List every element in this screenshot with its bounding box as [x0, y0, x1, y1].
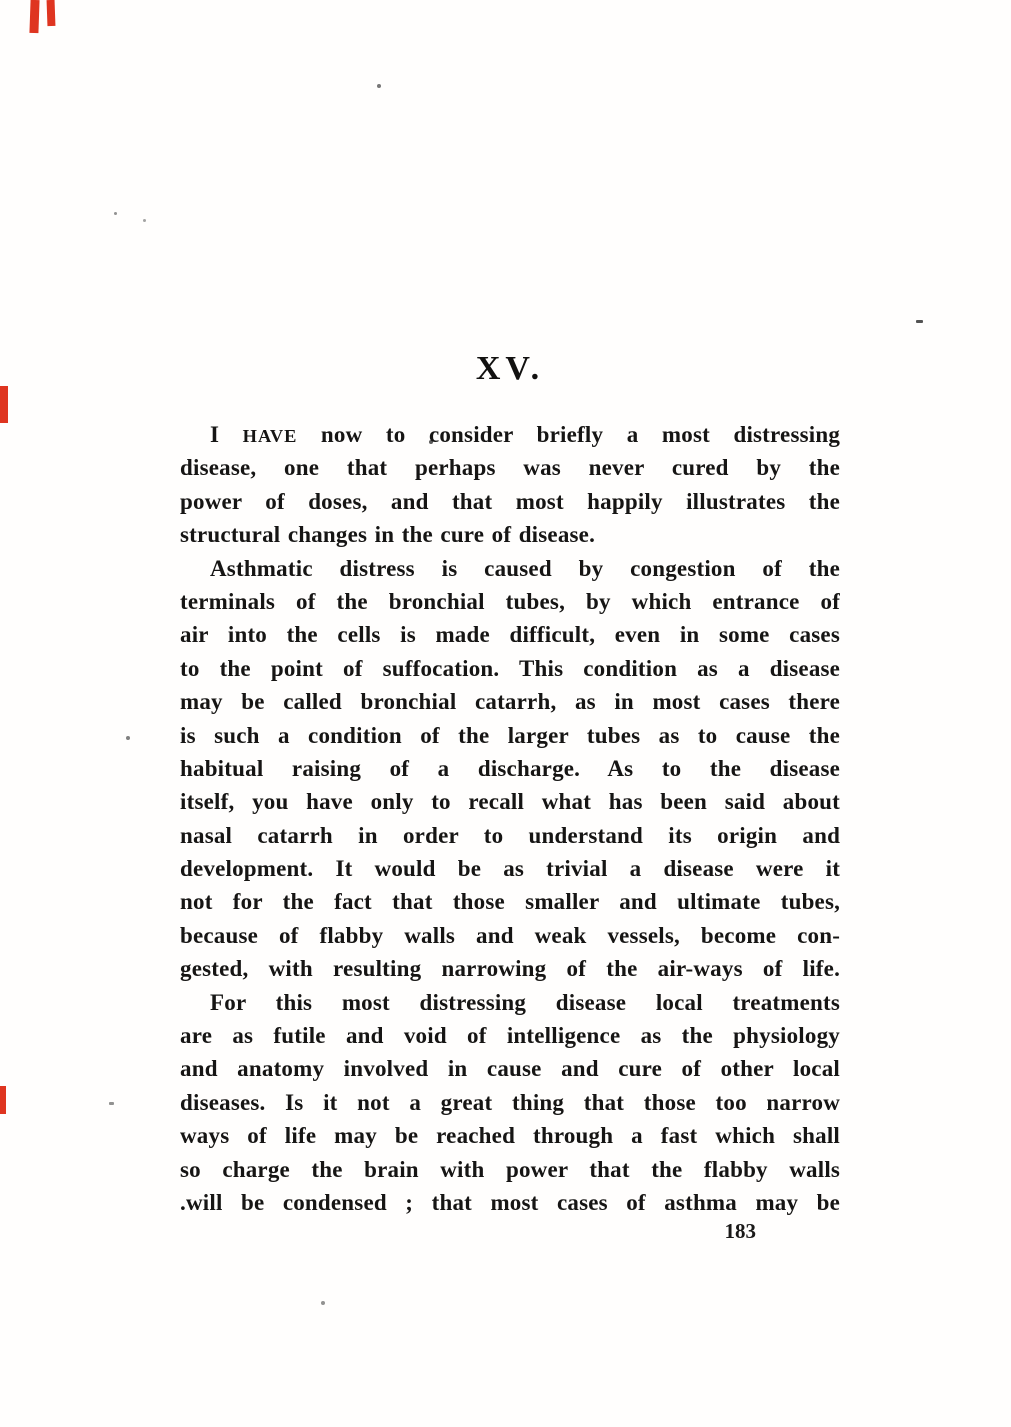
- text-line: ways of life may be reached through a fast which shall: [180, 1123, 840, 1149]
- text-line: Asthmatic distress is caused by congestion of the: [210, 555, 840, 581]
- text-line: may be called bronchial catarrh, as in most cases there: [180, 689, 840, 715]
- paragraph: [180, 418, 840, 552]
- text-line: because of flabby walls and weak vessels, become con-: [180, 922, 840, 948]
- text-line: disease, one that perhaps was never cured by the: [180, 455, 840, 481]
- small-caps-word: HAVE: [242, 426, 298, 446]
- page-number: 183: [724, 1219, 756, 1243]
- text-line: and anatomy involved in cause and cure of other local: [180, 1056, 840, 1082]
- text-line: diseases. Is it not a great thing that those too narrow: [180, 1089, 840, 1115]
- text-line: itself, you have only to recall what has been said about: [180, 789, 840, 815]
- text-line: so charge the brain with power that the flabby walls: [180, 1156, 840, 1182]
- red-edge-mark: [0, 386, 8, 423]
- text-line: power of doses, and that most happily illustrates the: [180, 488, 840, 514]
- scan-speck: [916, 320, 923, 323]
- text-line: are as futile and void of intelligence as the physiology: [180, 1023, 840, 1049]
- scan-speck: [109, 1102, 114, 1105]
- text-line: nasal catarrh in order to understand its origin and: [180, 822, 840, 848]
- text-line: not for the fact that those smaller and ultimate tubes,: [180, 889, 840, 915]
- red-edge-mark: [29, 0, 39, 33]
- chapter-heading: XV.: [475, 350, 545, 387]
- text-line: is such a condition of the larger tubes as to cause the: [180, 722, 840, 748]
- text-column: [180, 350, 840, 1219]
- text-line: air into the cells is made difficult, even in some cases: [180, 622, 840, 648]
- text-line: terminals of the bronchial tubes, by which entrance of: [180, 588, 840, 614]
- scan-speck: [143, 219, 146, 222]
- text-line: structural changes in the cure of disease.: [180, 522, 596, 548]
- scan-speck: [114, 212, 117, 215]
- scan-speck: [377, 84, 381, 88]
- paragraph: [180, 986, 840, 1220]
- red-edge-mark: [47, 0, 56, 26]
- red-edge-mark: [0, 1086, 6, 1114]
- text-line: .will be condensed ; that most cases of asthma may be: [180, 1189, 840, 1215]
- text-line: I HAVE now to consider briefly a most distressing: [210, 422, 840, 447]
- text-line: to the point of suffocation. This condition as a disease: [180, 655, 840, 681]
- scan-speck: [321, 1301, 325, 1305]
- text-line: habitual raising of a discharge. As to the disease: [180, 755, 840, 781]
- paragraph: [180, 552, 840, 986]
- text-line: gested, with resulting narrowing of the air-ways of life.: [180, 956, 840, 982]
- text-line: For this most distressing disease local treatments: [210, 989, 840, 1015]
- scan-speck: [126, 736, 130, 740]
- text-line: development. It would be as trivial a disease were it: [180, 856, 840, 882]
- body-text: [180, 418, 840, 1219]
